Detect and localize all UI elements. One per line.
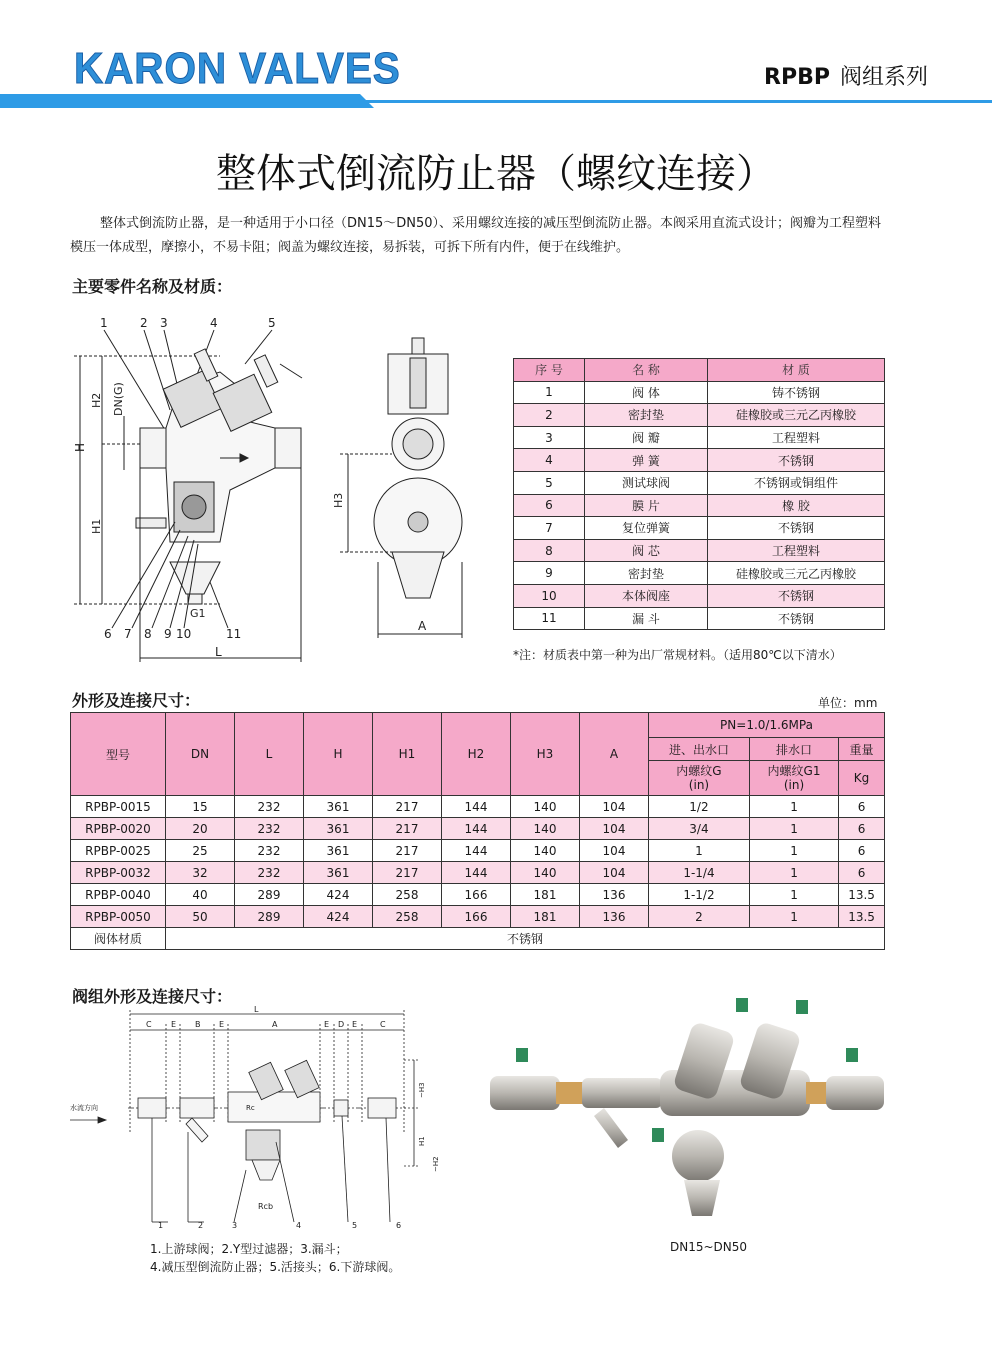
cell: 20 bbox=[166, 818, 235, 840]
header-h2: H2 bbox=[442, 713, 511, 796]
table-row bbox=[514, 517, 885, 540]
assembly-callout-3: 3 bbox=[232, 1221, 238, 1230]
table-row bbox=[71, 818, 885, 840]
cell: 8 bbox=[514, 539, 585, 562]
cell: 阀 芯 bbox=[585, 539, 708, 562]
cell: 硅橡胶或三元乙丙橡胶 bbox=[708, 562, 885, 585]
table-row bbox=[71, 862, 885, 884]
assembly-h1: H1 bbox=[418, 1136, 426, 1146]
cell: 181 bbox=[511, 884, 580, 906]
cell: 密封垫 bbox=[585, 404, 708, 427]
callout-7: 7 bbox=[124, 627, 132, 641]
cell: 本体阀座 bbox=[585, 584, 708, 607]
cell: 1 bbox=[749, 840, 838, 862]
page-title: 整体式倒流防止器（螺纹连接） bbox=[216, 151, 776, 197]
parts-header-name: 名 称 bbox=[585, 359, 708, 382]
cell: 1/2 bbox=[649, 796, 750, 818]
unit-label: 单位：mm bbox=[818, 696, 878, 710]
header-bar bbox=[0, 94, 992, 108]
cell: 不锈钢 bbox=[708, 607, 885, 630]
header-h: H bbox=[304, 713, 373, 796]
cell: 166 bbox=[442, 884, 511, 906]
cell: 工程塑料 bbox=[708, 426, 885, 449]
dim-H1: H1 bbox=[90, 518, 103, 534]
cell: 361 bbox=[304, 862, 373, 884]
header-a: A bbox=[580, 713, 649, 796]
cell: 6 bbox=[839, 818, 885, 840]
assembly-dim-L: L bbox=[254, 1005, 259, 1014]
cell: 1-1/4 bbox=[649, 862, 750, 884]
cell: 3 bbox=[514, 426, 585, 449]
parts-material-table bbox=[513, 358, 885, 630]
assembly-callout-1: 1 bbox=[158, 1221, 164, 1230]
cell: 13.5 bbox=[839, 906, 885, 928]
rcb-label: Rcb bbox=[258, 1202, 274, 1211]
cell: 217 bbox=[373, 840, 442, 862]
cell: 工程塑料 bbox=[708, 539, 885, 562]
dim-letter-E1: E bbox=[171, 1020, 177, 1029]
header-h3: H3 bbox=[511, 713, 580, 796]
cell: 217 bbox=[373, 862, 442, 884]
legend-line-2: 4.减压型倒流防止器；5.活接头；6.下游球阀。 bbox=[150, 1260, 401, 1274]
brand-logo: KARON VALVES bbox=[74, 44, 401, 93]
cell: 361 bbox=[304, 796, 373, 818]
cell: 膜 片 bbox=[585, 494, 708, 517]
header-l: L bbox=[235, 713, 304, 796]
cell: 阀 瓣 bbox=[585, 426, 708, 449]
callout-3: 3 bbox=[160, 316, 168, 330]
cell: 140 bbox=[511, 840, 580, 862]
dim-letter-E4: E bbox=[352, 1020, 358, 1029]
cell: RPBP-0040 bbox=[71, 884, 166, 906]
cell: 144 bbox=[442, 840, 511, 862]
cell: 40 bbox=[166, 884, 235, 906]
table-row bbox=[514, 584, 885, 607]
cell: 104 bbox=[580, 796, 649, 818]
flow-direction-label: 水流方向 bbox=[70, 1104, 98, 1112]
cell: 140 bbox=[511, 818, 580, 840]
cell: 217 bbox=[373, 796, 442, 818]
cell: 15 bbox=[166, 796, 235, 818]
section-parts-heading: 主要零件名称及材质： bbox=[72, 277, 233, 296]
dim-L: L bbox=[215, 645, 222, 659]
cell: 136 bbox=[580, 906, 649, 928]
cell: 10 bbox=[514, 584, 585, 607]
cell: 1 bbox=[749, 818, 838, 840]
cell: 289 bbox=[235, 906, 304, 928]
section-assembly-heading: 阀组外形及连接尺寸： bbox=[72, 987, 233, 1006]
assembly-callout-6: 6 bbox=[396, 1221, 402, 1230]
valve-section-drawing bbox=[70, 312, 510, 672]
cell: 1 bbox=[514, 381, 585, 404]
cell: 11 bbox=[514, 607, 585, 630]
assembly-h3: ~H3 bbox=[418, 1082, 426, 1098]
header-pn: PN=1.0/1.6MPa bbox=[649, 713, 885, 738]
dim-letter-D: D bbox=[338, 1020, 345, 1029]
dim-DNG: DN(G) bbox=[112, 382, 125, 416]
cell: 144 bbox=[442, 862, 511, 884]
drain-thread: 内螺纹G1 bbox=[767, 764, 821, 778]
cell: 5 bbox=[514, 471, 585, 494]
callout-10: 10 bbox=[176, 627, 192, 641]
header-drain-sub bbox=[749, 761, 838, 796]
cell: 25 bbox=[166, 840, 235, 862]
header-weight: 重量 bbox=[839, 738, 885, 761]
table-row bbox=[71, 840, 885, 862]
cell: 1 bbox=[749, 884, 838, 906]
assembly-callout-2: 2 bbox=[198, 1221, 204, 1230]
dim-letter-C2: C bbox=[380, 1020, 386, 1029]
inout-thread: 内螺纹G bbox=[676, 764, 722, 778]
cell: RPBP-0025 bbox=[71, 840, 166, 862]
dim-H2: H2 bbox=[90, 392, 103, 408]
dim-A: A bbox=[418, 619, 427, 633]
table-row bbox=[514, 471, 885, 494]
cell: 136 bbox=[580, 884, 649, 906]
series-name: 阀组系列 bbox=[839, 65, 928, 90]
cell: 32 bbox=[166, 862, 235, 884]
cell: 140 bbox=[511, 862, 580, 884]
cell: 不锈钢 bbox=[708, 517, 885, 540]
cell: 不锈钢 bbox=[708, 449, 885, 472]
callout-4: 4 bbox=[210, 316, 218, 330]
table-row bbox=[71, 796, 885, 818]
cell: RPBP-0050 bbox=[71, 906, 166, 928]
header-weight-sub: Kg bbox=[839, 761, 885, 796]
cell: 258 bbox=[373, 884, 442, 906]
cell: 6 bbox=[839, 796, 885, 818]
assembly-callout-4: 4 bbox=[296, 1221, 302, 1230]
header-model: 型号 bbox=[71, 713, 166, 796]
drain-unit: (in) bbox=[783, 778, 805, 792]
material-row bbox=[71, 928, 885, 950]
dim-letter-C1: C bbox=[146, 1020, 152, 1029]
cell: 3/4 bbox=[649, 818, 750, 840]
cell: 361 bbox=[304, 840, 373, 862]
cell: 2 bbox=[514, 404, 585, 427]
table-row bbox=[71, 906, 885, 928]
cell: 漏 斗 bbox=[585, 607, 708, 630]
cell: RPBP-0015 bbox=[71, 796, 166, 818]
dim-H: H bbox=[73, 442, 87, 452]
photo-caption: DN15~DN50 bbox=[670, 1240, 748, 1254]
parts-header-material: 材 质 bbox=[708, 359, 885, 382]
callout-2: 2 bbox=[140, 316, 148, 330]
dim-letter-A: A bbox=[272, 1020, 278, 1029]
cell: 424 bbox=[304, 884, 373, 906]
cell: 2 bbox=[649, 906, 750, 928]
table-row bbox=[514, 607, 885, 630]
cell: 阀 体 bbox=[585, 381, 708, 404]
cell: 铸不锈钢 bbox=[708, 381, 885, 404]
cell: 13.5 bbox=[839, 884, 885, 906]
material-value: 不锈钢 bbox=[166, 928, 885, 950]
cell: 104 bbox=[580, 818, 649, 840]
table-row bbox=[514, 404, 885, 427]
legend-line-1: 1.上游球阀；2.Y型过滤器；3.漏斗； bbox=[150, 1242, 348, 1256]
callout-6: 6 bbox=[104, 627, 112, 641]
cell: 232 bbox=[235, 796, 304, 818]
cell: 测试球阀 bbox=[585, 471, 708, 494]
cell: 6 bbox=[839, 862, 885, 884]
parts-header-no: 序 号 bbox=[514, 359, 585, 382]
assembly-legend bbox=[150, 1240, 400, 1276]
dimensions-table bbox=[70, 712, 885, 950]
rc-label: Rc bbox=[246, 1104, 255, 1112]
cell: 104 bbox=[580, 862, 649, 884]
cell: 1-1/2 bbox=[649, 884, 750, 906]
callout-1: 1 bbox=[100, 316, 108, 330]
cell: 217 bbox=[373, 818, 442, 840]
cell: 6 bbox=[514, 494, 585, 517]
cell: 9 bbox=[514, 562, 585, 585]
dim-G1: G1 bbox=[190, 607, 206, 620]
callout-5: 5 bbox=[268, 316, 276, 330]
series-title bbox=[764, 60, 928, 91]
cell: 104 bbox=[580, 840, 649, 862]
table-row bbox=[514, 381, 885, 404]
series-code: RPBP bbox=[764, 65, 830, 90]
cell: 橡 胶 bbox=[708, 494, 885, 517]
callout-9: 9 bbox=[164, 627, 172, 641]
material-note: *注：材质表中第一种为出厂常规材料。（适用80℃以下清水） bbox=[513, 648, 842, 662]
cell: 1 bbox=[749, 862, 838, 884]
cell: 144 bbox=[442, 796, 511, 818]
cell: 181 bbox=[511, 906, 580, 928]
cell: 361 bbox=[304, 818, 373, 840]
assembly-drawing bbox=[68, 1002, 440, 1234]
dim-letter-B: B bbox=[195, 1020, 201, 1029]
table-row bbox=[514, 449, 885, 472]
cell: 6 bbox=[839, 840, 885, 862]
cell: 140 bbox=[511, 796, 580, 818]
cell: 不锈钢或铜组件 bbox=[708, 471, 885, 494]
dim-H3: H3 bbox=[332, 492, 345, 508]
cell: 1 bbox=[749, 796, 838, 818]
header-inout: 进、出水口 bbox=[649, 738, 750, 761]
cell: 1 bbox=[649, 840, 750, 862]
table-row bbox=[514, 562, 885, 585]
cell: 289 bbox=[235, 884, 304, 906]
callout-11: 11 bbox=[226, 627, 242, 641]
cell: 232 bbox=[235, 840, 304, 862]
cell: 4 bbox=[514, 449, 585, 472]
cell: 不锈钢 bbox=[708, 584, 885, 607]
table-row bbox=[514, 494, 885, 517]
inout-unit: (in) bbox=[688, 778, 710, 792]
cell: 144 bbox=[442, 818, 511, 840]
product-photo bbox=[486, 990, 886, 1232]
cell: 50 bbox=[166, 906, 235, 928]
intro-paragraph: 整体式倒流防止器，是一种适用于小口径（DN15～DN50）、采用螺纹连接的减压型倒流防止器。本阀采用直流式设计；阀瓣为工程塑料模压一体成型，摩擦小，不易卡阻；阀盖为螺纹连接，易拆装，可拆下所有内件，便于在线维护。 bbox=[70, 216, 882, 255]
header-h1: H1 bbox=[373, 713, 442, 796]
table-row bbox=[71, 884, 885, 906]
table-row bbox=[514, 426, 885, 449]
cell: 166 bbox=[442, 906, 511, 928]
cell: 7 bbox=[514, 517, 585, 540]
parts-header-row bbox=[514, 359, 885, 382]
header-drain: 排水口 bbox=[749, 738, 838, 761]
section-dims-heading: 外形及连接尺寸： bbox=[72, 691, 201, 710]
dim-letter-E3: E bbox=[324, 1020, 330, 1029]
cell: 232 bbox=[235, 862, 304, 884]
callout-8: 8 bbox=[144, 627, 152, 641]
cell: 258 bbox=[373, 906, 442, 928]
header-dn: DN bbox=[166, 713, 235, 796]
dim-letter-E2: E bbox=[219, 1020, 225, 1029]
cell: RPBP-0032 bbox=[71, 862, 166, 884]
material-label: 阀体材质 bbox=[71, 928, 166, 950]
header-inout-sub bbox=[649, 761, 750, 796]
cell: 密封垫 bbox=[585, 562, 708, 585]
cell: 424 bbox=[304, 906, 373, 928]
cell: 复位弹簧 bbox=[585, 517, 708, 540]
cell: 232 bbox=[235, 818, 304, 840]
cell: 弹 簧 bbox=[585, 449, 708, 472]
cell: 1 bbox=[749, 906, 838, 928]
assembly-h2: ~H2 bbox=[432, 1156, 440, 1172]
table-row bbox=[514, 539, 885, 562]
cell: 硅橡胶或三元乙丙橡胶 bbox=[708, 404, 885, 427]
assembly-callout-5: 5 bbox=[352, 1221, 358, 1230]
cell: RPBP-0020 bbox=[71, 818, 166, 840]
